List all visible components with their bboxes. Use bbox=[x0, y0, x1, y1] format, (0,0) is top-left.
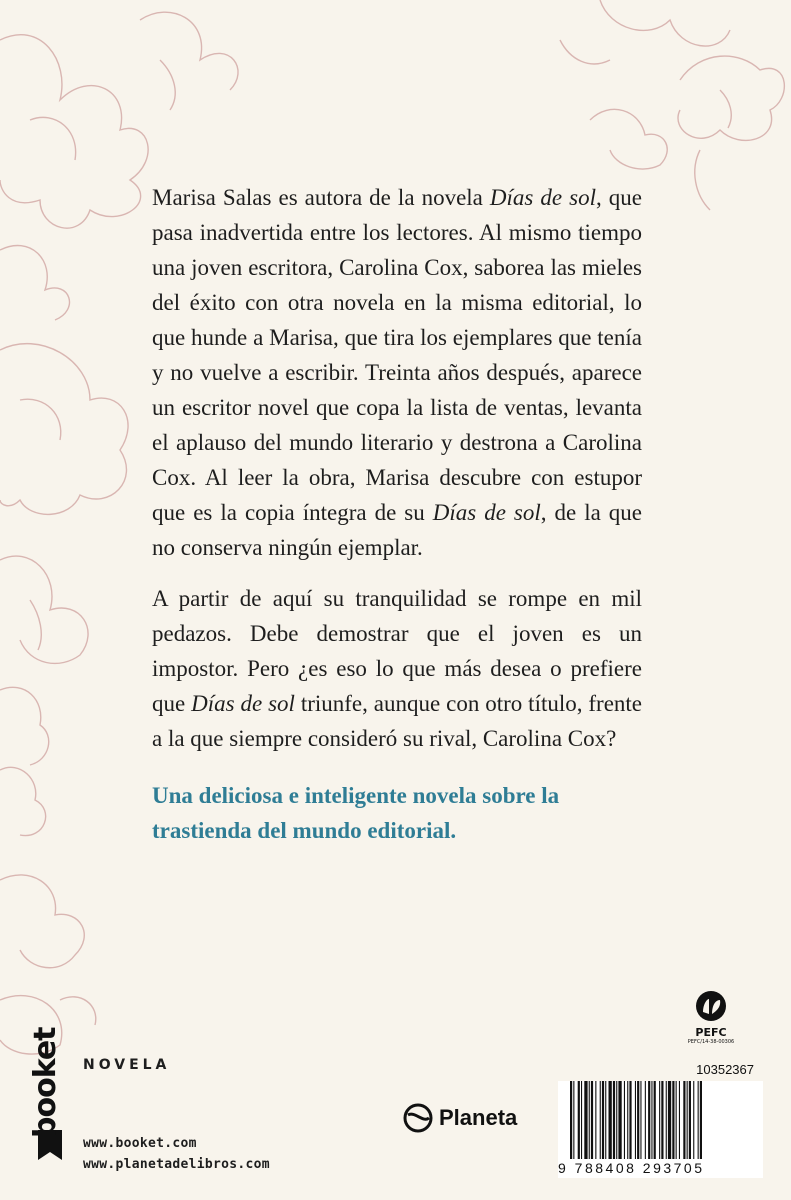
back-cover-blurb bbox=[152, 180, 642, 864]
isbn-number: 9 788408 293705 bbox=[558, 1160, 705, 1176]
barcode-bar bbox=[640, 1081, 641, 1159]
barcode-bar bbox=[666, 1081, 667, 1159]
barcode-bar bbox=[683, 1081, 685, 1159]
product-code: 10352367 bbox=[696, 1062, 754, 1077]
barcode-bar bbox=[679, 1081, 680, 1159]
barcode-bar bbox=[627, 1081, 628, 1159]
barcode-bar bbox=[578, 1081, 580, 1159]
barcode-bar bbox=[613, 1081, 615, 1159]
barcode-bar bbox=[589, 1081, 590, 1159]
barcode-bar bbox=[605, 1081, 606, 1159]
barcode-bar bbox=[591, 1081, 593, 1159]
barcode-bar bbox=[700, 1081, 702, 1159]
imprint-name: Planeta bbox=[439, 1105, 518, 1130]
barcode-bar bbox=[609, 1081, 612, 1159]
barcode-bar bbox=[573, 1081, 574, 1159]
book-title: Días de sol bbox=[191, 691, 295, 716]
barcode-bar bbox=[648, 1081, 650, 1159]
planeta-globe-icon bbox=[403, 1103, 433, 1133]
barcode-bar bbox=[645, 1081, 646, 1159]
barcode-bar bbox=[595, 1081, 596, 1159]
barcode-bar bbox=[584, 1081, 587, 1159]
pefc-label: PEFC bbox=[695, 1026, 727, 1039]
publisher-urls bbox=[83, 1133, 270, 1175]
barcode-bar bbox=[600, 1081, 601, 1159]
tagline: Una deliciosa e inteligente novela sobre la trastienda del mundo editorial. bbox=[152, 783, 560, 843]
barcode-bar bbox=[651, 1081, 652, 1159]
url-booket: www.booket.com bbox=[83, 1136, 197, 1151]
barcode-bar bbox=[698, 1081, 699, 1159]
synopsis-paragraph-2: A partir de aquí su tranquilidad se rompe en mil pedazos. Debe demostrar que el joven es un impostor. Pero ¿es eso lo que más desea o prefiere que Días de sol triunfe, aunque con otro título, frente a la que siempre consideró su rival, Carolina Cox? bbox=[152, 586, 643, 751]
planeta-logo bbox=[403, 1102, 517, 1134]
book-title: Días de sol bbox=[432, 500, 541, 525]
barcode-bar bbox=[581, 1081, 582, 1159]
isbn-barcode bbox=[558, 1081, 763, 1178]
synopsis-paragraph-1: Marisa Salas es autora de la novela Días de sol, que pasa inadvertida entre los lectores. Al mismo tiempo una joven escritora, Carolina Cox, saborea las mieles del éxito con otra novela en la misma editorial, lo que hunde a Marisa, que tira los ejemplares que tenía y no vuelve a escribir. Treinta años después, aparece un escritor novel que copa la lista de ventas, levanta el aplauso del mundo literario y destrona a Carolina Cox. Al leer la obra, Marisa descubre con estupor que es la copia íntegra de su Días de sol, de la que no conserva ningún ejemplar. bbox=[152, 185, 643, 560]
barcode-bars bbox=[568, 1081, 763, 1161]
barcode-bar bbox=[629, 1081, 631, 1159]
barcode-bar bbox=[624, 1081, 625, 1159]
barcode-bar bbox=[637, 1081, 639, 1159]
barcode-bar bbox=[693, 1081, 694, 1159]
barcode-bar bbox=[687, 1081, 688, 1159]
booket-wordmark: booket bbox=[28, 1027, 63, 1138]
barcode-bar bbox=[661, 1081, 663, 1159]
barcode-bar bbox=[672, 1081, 674, 1159]
barcode-bar bbox=[689, 1081, 691, 1159]
barcode-bar bbox=[676, 1081, 677, 1159]
barcode-bar bbox=[570, 1081, 572, 1159]
pefc-tree-icon bbox=[694, 990, 728, 1022]
barcode-bar bbox=[616, 1081, 617, 1159]
pefc-certification bbox=[679, 990, 743, 1048]
genre-label: NOVELA bbox=[83, 1057, 171, 1073]
pefc-code: PEFC/14-38-00306 bbox=[687, 1039, 735, 1045]
barcode-bar bbox=[618, 1081, 621, 1159]
barcode-bar bbox=[654, 1081, 656, 1159]
barcode-bar bbox=[668, 1081, 671, 1159]
book-title: Días de sol bbox=[489, 185, 596, 210]
barcode-bar bbox=[602, 1081, 604, 1159]
barcode-bar bbox=[635, 1081, 636, 1159]
barcode-bar bbox=[659, 1081, 660, 1159]
url-planeta: www.planetadelibros.com bbox=[83, 1157, 270, 1172]
